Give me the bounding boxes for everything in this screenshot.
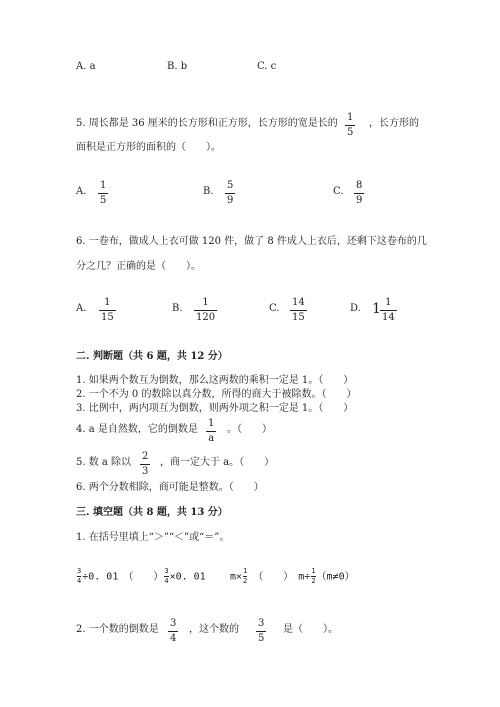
fraction-denominator: 2	[311, 577, 316, 585]
fraction-denominator: 4	[164, 577, 169, 585]
q5-option-b-fraction	[225, 181, 235, 206]
fraction-bar	[140, 464, 150, 465]
fraction-numerator: 2	[142, 451, 149, 462]
q6-option-a-label[interactable]: A.	[76, 303, 87, 314]
judge-item-6: 6. 两个分数相除，商可能是整数。（ ）	[76, 482, 264, 493]
fraction-denominator: 5	[100, 195, 107, 206]
fraction-numerator: 1	[100, 180, 107, 191]
q6-option-b-fraction	[194, 298, 217, 323]
fraction-numerator: 3	[258, 618, 265, 629]
fraction-bar	[206, 431, 216, 432]
q5-ratio-fraction	[345, 113, 355, 138]
fraction-denominator: a	[208, 433, 215, 444]
q6-option-c-label[interactable]: C.	[269, 303, 280, 314]
section3-title: 三. 填空题（共 8 题，共 13 分）	[76, 507, 228, 518]
fraction-denominator: 15	[101, 312, 114, 323]
judge-item-4-suffix: 。（ ）	[227, 424, 272, 435]
q5-option-a-fraction	[98, 181, 108, 206]
judge-item-2: 2. 一个不为 0 的数除以真分数，所得的商大于被除数。（ ）	[76, 389, 357, 400]
fraction-numerator: 3	[170, 618, 177, 629]
fraction-bar	[354, 193, 364, 194]
fraction-denominator: 2	[243, 577, 248, 585]
q6-option-d-whole: 1	[372, 301, 381, 317]
fraction-bar	[290, 310, 307, 311]
fraction-denominator: 9	[227, 195, 234, 206]
fraction-denominator: 4	[170, 633, 177, 644]
fraction-bar	[98, 193, 108, 194]
fraction-denominator: 5	[258, 633, 265, 644]
fraction-bar	[380, 310, 397, 311]
judge-item-1: 1. 如果两个数互为倒数，那么这两数的乘积一定是 1。（ ）	[76, 375, 354, 386]
expression-text: ÷0. 01 （ ）	[82, 571, 164, 583]
judge-item-5-prefix: 5. 数 a 除以	[76, 457, 132, 468]
fraction-denominator: 3	[142, 466, 149, 477]
fill-item-1: 1. 在括号里填上“＞”“＜”或“＝”。	[76, 532, 230, 543]
fraction-numerator: 3	[77, 567, 82, 575]
q4-option-c[interactable]: C. c	[257, 61, 277, 72]
fill-item-2-prefix: 2. 一个数的倒数是	[76, 624, 159, 635]
judge-item-5-fraction	[140, 452, 150, 477]
fraction-bar	[345, 125, 355, 126]
q6-option-b-label[interactable]: B.	[172, 303, 183, 314]
fraction-numerator: 14	[292, 297, 305, 308]
fraction-denominator: 120	[196, 312, 216, 323]
expression-text: ×0. 01	[169, 571, 206, 583]
fraction-numerator: 1	[243, 567, 248, 575]
fill-item-2-fraction-1	[168, 619, 178, 644]
compare-expression-2	[230, 568, 355, 585]
fraction-numerator: 1	[208, 418, 215, 429]
fraction-numerator: 5	[227, 180, 234, 191]
q5-option-c-fraction	[354, 181, 364, 206]
fraction-bar	[168, 631, 178, 632]
q5-line1-suffix: ，长方形的	[369, 118, 419, 129]
q6-option-c-fraction	[290, 298, 307, 323]
fraction-numerator: 1	[311, 567, 316, 575]
q6-option-a-fraction	[99, 298, 116, 323]
compare-expression-1	[76, 568, 206, 585]
judge-item-4-prefix: 4. a 是自然数，它的倒数是	[76, 424, 198, 435]
section2-title: 二. 判断题（共 6 题，共 12 分）	[76, 351, 228, 362]
q5-option-a-label[interactable]: A.	[76, 186, 87, 197]
fill-item-2-suffix: 是（ ）。	[283, 624, 338, 635]
expression-text: （m≠0）	[316, 571, 355, 583]
fraction	[77, 568, 81, 585]
fraction-denominator: 4	[77, 577, 82, 585]
expression-text: （ ） m÷	[248, 571, 311, 583]
fraction-bar	[225, 193, 235, 194]
fraction-bar	[99, 310, 116, 311]
q6-option-d-label[interactable]: D.	[350, 303, 361, 314]
q6-line1: 6. 一卷布，做成人上衣可做 120 件，做了 8 件成人上衣后，还剩下这卷布的几	[76, 236, 427, 247]
q4-option-a[interactable]: A. a	[76, 61, 96, 72]
judge-item-4-fraction	[206, 419, 216, 444]
fraction-bar	[256, 631, 266, 632]
q4-option-b[interactable]: B. b	[167, 61, 188, 72]
fraction-numerator: 3	[164, 567, 169, 575]
judge-item-3: 3. 比例中，两内项互为倒数，则两外项之积一定是 1。（ ）	[76, 403, 354, 414]
fraction-numerator: 8	[356, 180, 363, 191]
fraction-denominator: 9	[356, 195, 363, 206]
fraction-numerator: 1	[202, 297, 209, 308]
expression-text: m×	[230, 571, 243, 583]
q5-line2: 面积是正方形的面积的（ ）。	[76, 142, 221, 153]
fraction-denominator: 15	[292, 312, 305, 323]
q5-line1-prefix: 5. 周长都是 36 厘米的长方形和正方形，长方形的宽是长的	[76, 118, 338, 129]
fraction	[311, 568, 315, 585]
q5-option-b-label[interactable]: B.	[203, 186, 214, 197]
fraction	[243, 568, 247, 585]
fraction-bar	[194, 310, 217, 311]
fraction-denominator: 5	[347, 127, 354, 138]
fraction	[164, 568, 168, 585]
fraction-denominator: 14	[382, 312, 395, 323]
fill-item-2-fraction-2	[256, 619, 266, 644]
fraction-numerator: 1	[385, 297, 392, 308]
fraction-numerator: 1	[347, 112, 354, 123]
judge-item-5-suffix: ，商一定大于 a。（ ）	[160, 457, 275, 468]
q6-line2: 分之几？正确的是（ ）。	[76, 261, 201, 272]
q5-option-c-label[interactable]: C.	[333, 186, 344, 197]
q6-option-d-fraction	[380, 298, 397, 323]
fill-item-2-mid: ，这个数的	[189, 624, 239, 635]
fraction-numerator: 1	[104, 297, 111, 308]
